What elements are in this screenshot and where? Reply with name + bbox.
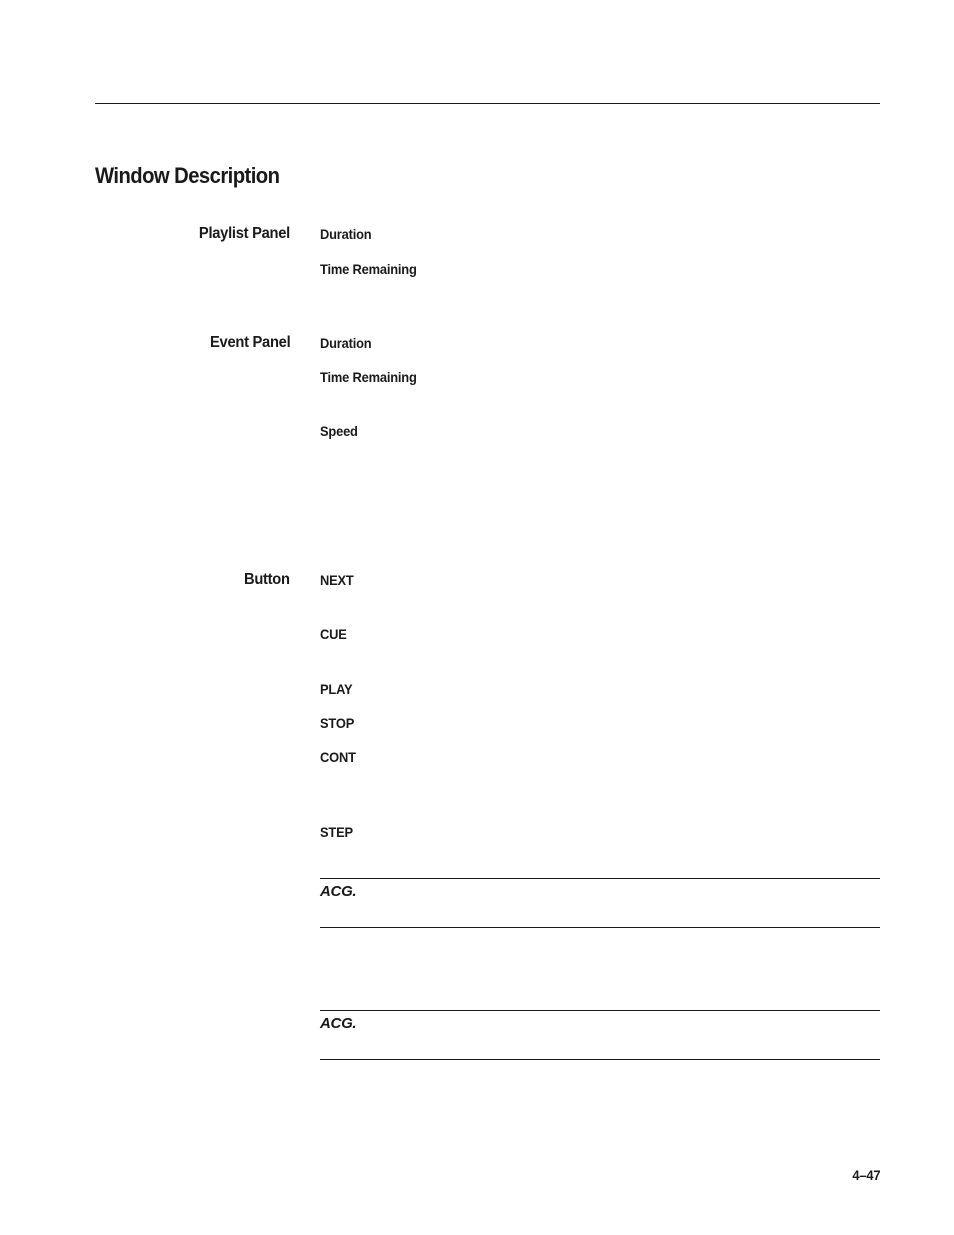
term-button-cont: CONT [320, 749, 356, 765]
term-button-step: STEP [320, 824, 353, 840]
note-term: ACG. [320, 1015, 357, 1032]
term-playlist-time-remaining: Time Remaining [320, 261, 417, 277]
page-number: 4–47 [852, 1167, 880, 1183]
term-button-stop: STOP [320, 715, 355, 731]
term-button-play: PLAY [320, 681, 353, 697]
section-label-playlist-panel: Playlist Panel [198, 225, 290, 242]
note-bottom-rule [320, 927, 880, 928]
term-event-time-remaining: Time Remaining [320, 369, 417, 385]
term-button-cue: CUE [320, 626, 347, 642]
note-bottom-rule [320, 1059, 880, 1060]
section-label-button: Button [244, 571, 290, 588]
page-title: Window Description [95, 163, 280, 188]
note-top-rule [320, 878, 880, 879]
term-event-speed: Speed [320, 423, 358, 439]
section-label-event-panel: Event Panel [209, 334, 290, 351]
note-top-rule [320, 1010, 880, 1011]
header-rule [95, 103, 880, 104]
note-term: ACG. [320, 883, 357, 900]
term-playlist-duration: Duration [320, 226, 372, 242]
term-event-duration: Duration [320, 335, 372, 351]
term-button-next: NEXT [320, 572, 354, 588]
